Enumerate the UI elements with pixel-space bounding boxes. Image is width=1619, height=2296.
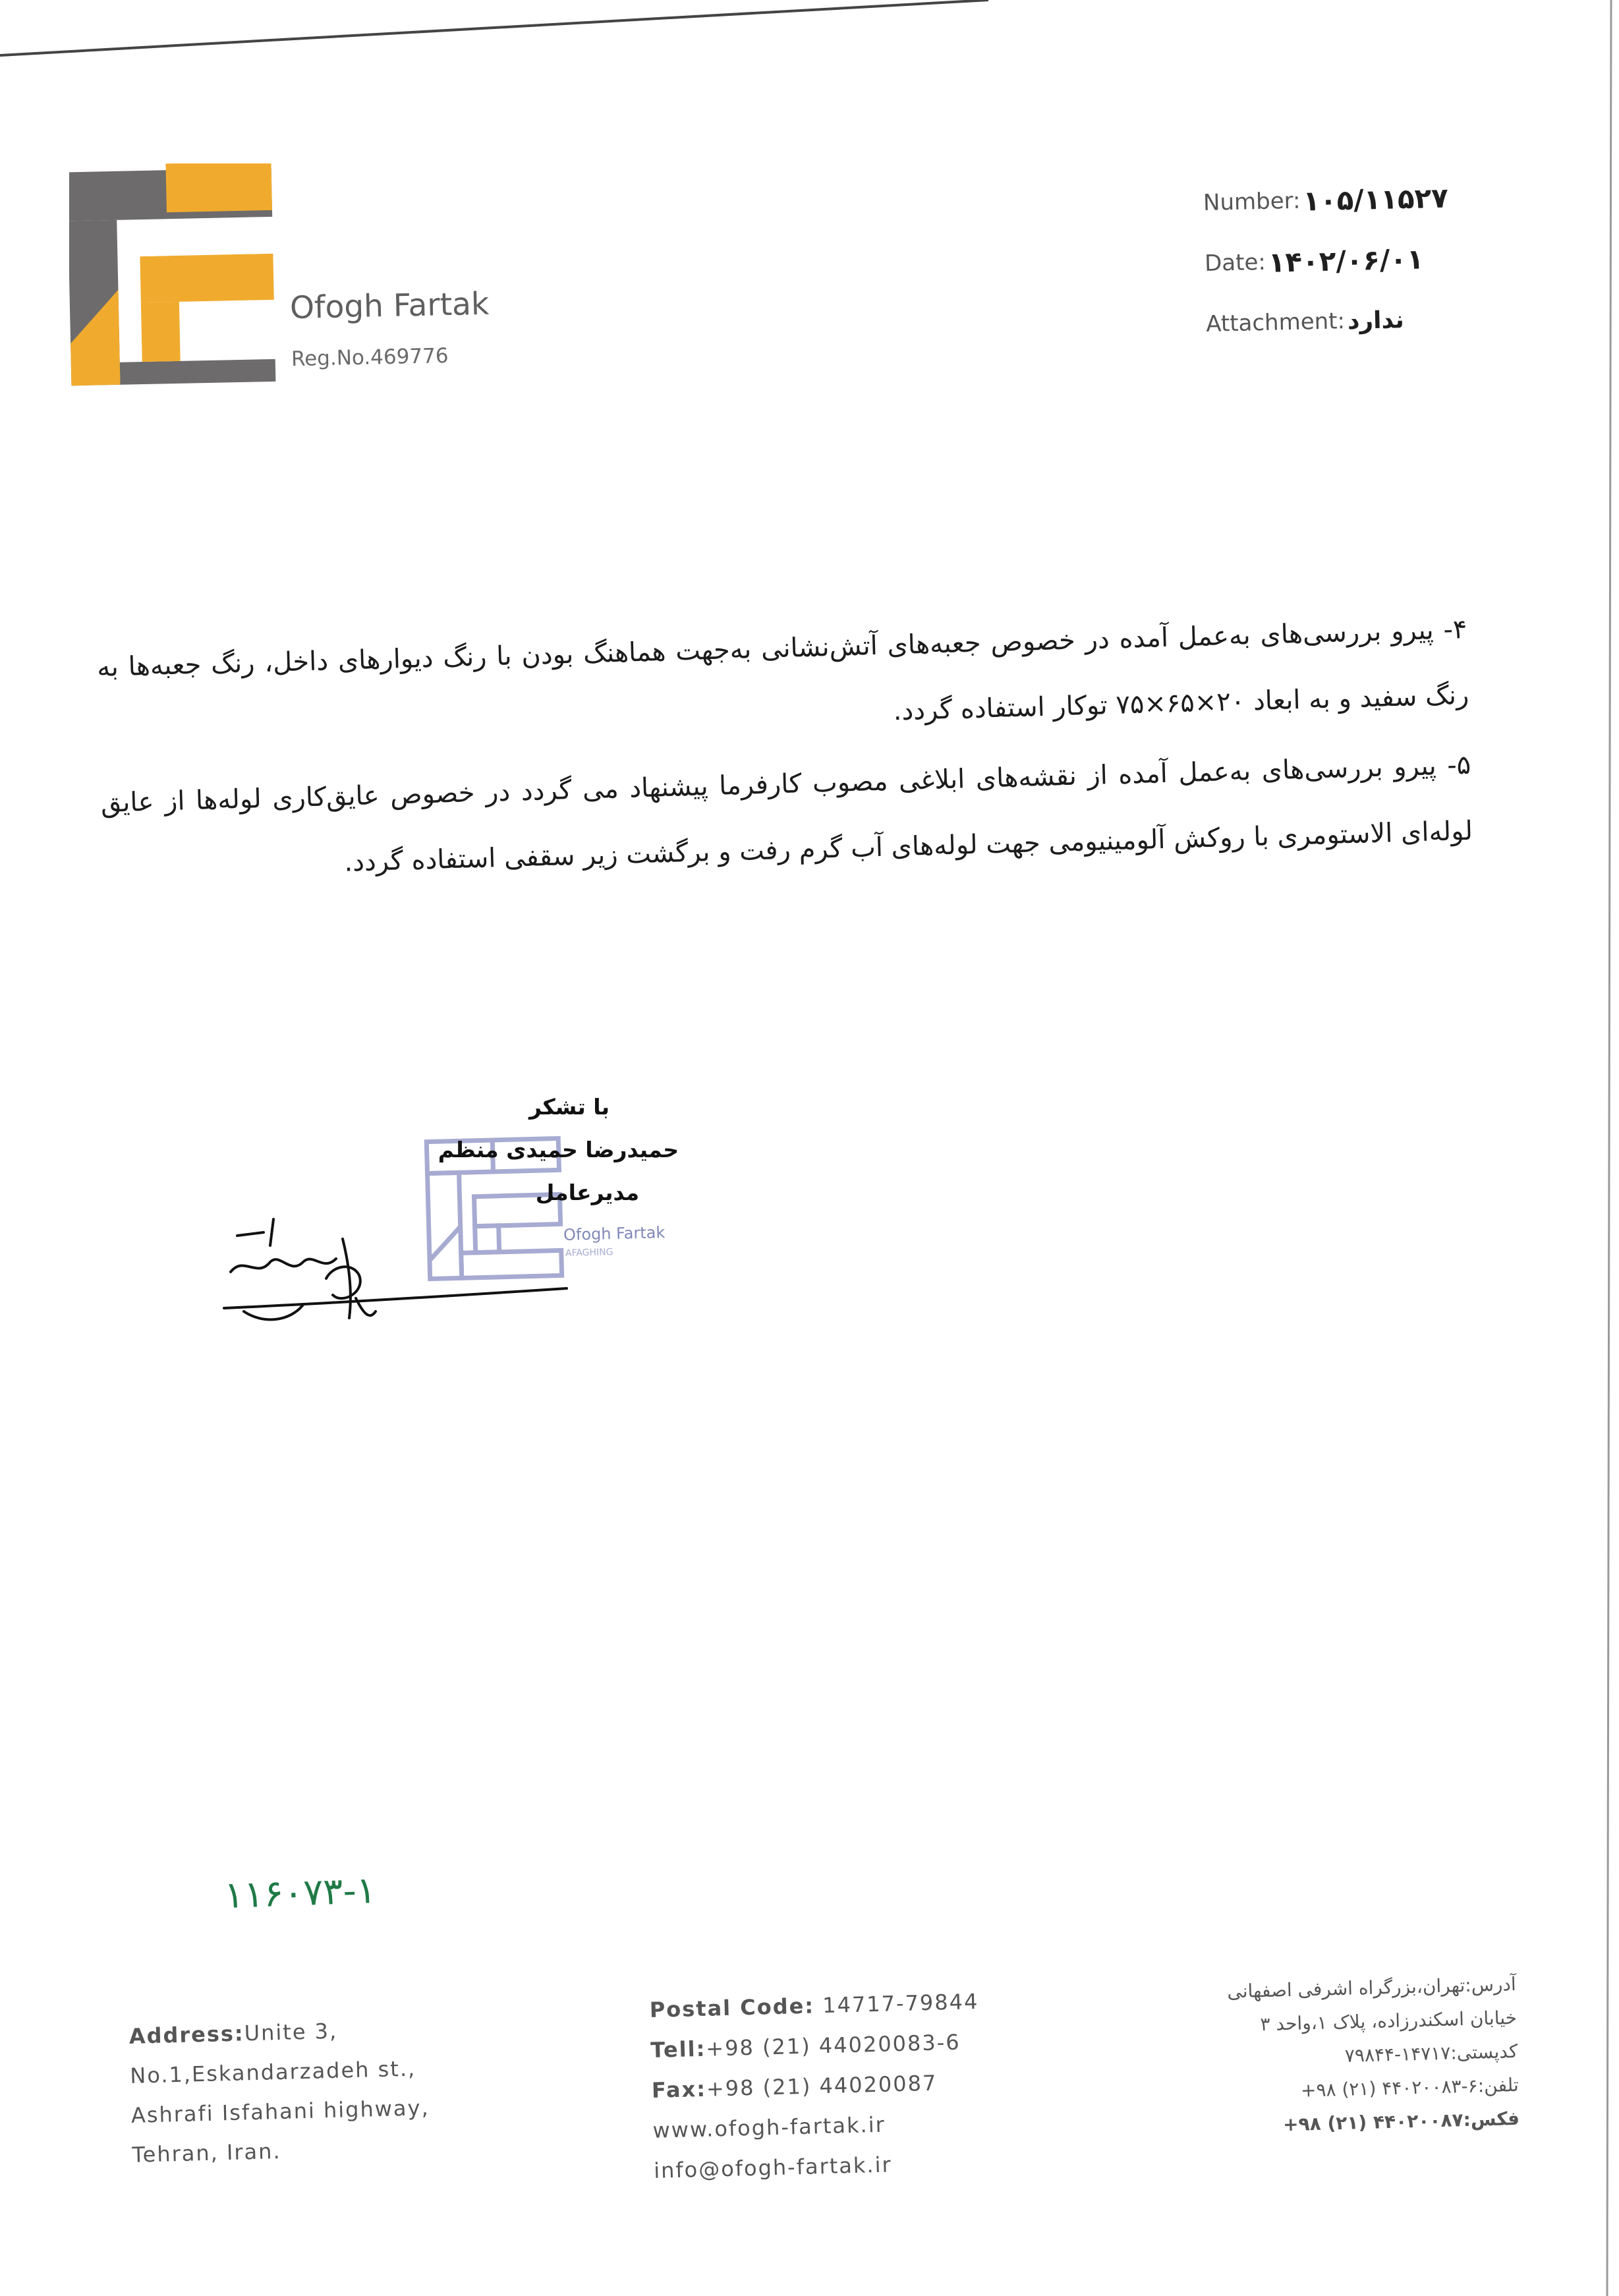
scan-edge-top — [0, 0, 988, 59]
tel-value: +98 (21) 44020083-6 — [705, 2029, 961, 2061]
fax-value: +98 (21) 44020087 — [706, 2070, 938, 2102]
address-label: Address: — [128, 2021, 245, 2049]
address-line-4: Tehran, Iran. — [131, 2138, 282, 2167]
letter-meta — [1203, 165, 1516, 355]
fa-address-line-2: خیابان اسکندرزاده، پلاک ۱،واحد ۳ — [1260, 2006, 1518, 2036]
attachment-value: ندارد — [1347, 306, 1405, 335]
footer-address-fa — [1140, 1967, 1520, 2145]
attachment-row — [1205, 287, 1516, 355]
email-link[interactable]: info@ofogh-fartak.ir — [653, 2152, 893, 2183]
fa-phone-line: تلفن:۶-۴۴۰۲۰۰۸۳ (۲۱) ۹۸+ — [1300, 2073, 1520, 2102]
fa-address-line-1: آدرس:تهران،بزرگراه اشرفی اصفهانی — [1226, 1972, 1517, 2003]
stamp-company-name: Ofogh Fartak — [563, 1222, 666, 1245]
stamp-subtext: AFAGHING — [565, 1247, 613, 1259]
attachment-label: Attachment: — [1205, 308, 1346, 337]
closing-text: با تشکر — [529, 1094, 610, 1120]
date-label: Date: — [1204, 248, 1266, 277]
date-value: ۱۴۰۲/۰۶/۰۱ — [1268, 242, 1425, 279]
website-link[interactable]: www.ofogh-fartak.ir — [652, 2111, 886, 2143]
postal-label: Postal Code: — [649, 1993, 815, 2023]
signer-title: مدیرعامل — [535, 1180, 639, 1205]
registration-number: Reg.No.469776 — [291, 344, 449, 371]
address-line-3: Ashrafi Isfahani highway, — [130, 2095, 430, 2128]
company-name: Ofogh Fartak — [289, 285, 490, 326]
signer-name: حمیدرضا حمیدی منظم — [438, 1137, 679, 1162]
handwritten-signature — [217, 1199, 573, 1331]
letter-body — [96, 596, 1474, 906]
address-line-2: No.1,Eskandarzadeh st., — [129, 2055, 416, 2088]
number-row — [1203, 165, 1514, 233]
address-line-1: Unite 3, — [244, 2018, 338, 2046]
scan-edge-right — [1599, 0, 1619, 2296]
number-value: ۱۰۵/۱۱۵۲۷ — [1302, 181, 1449, 217]
postal-value: 14717-79844 — [814, 1988, 979, 2019]
footer-contact — [649, 1982, 983, 2191]
fa-fax-line: فکس:۴۴۰۲۰۰۸۷ (۲۱) ۹۸+ — [1282, 2107, 1520, 2136]
tel-label: Tell: — [650, 2036, 706, 2063]
fa-postal-line: کدپستی:۱۴۷۱۷-۷۹۸۴۴ — [1344, 2040, 1518, 2067]
paragraph-4: ۴- پیرو بررسی‌های به‌عمل آمده در خصوص جعبه‌های آتش‌نشانی به‌جهت هماهنگ بودن با رنگ دیوارهای داخل، رنگ جعبه‌ها به رنگ سفید و به ابعاد ۲۰×۶۵×۷۵ توکار استفاده گردد. — [96, 614, 1469, 727]
company-logo — [69, 163, 280, 387]
paragraph-5: ۵- پیرو بررسی‌های به‌عمل آمده از نقشه‌های ابلاغی مصوب کارفرما پیشنهاد می گردد در خصوص عایق‌کاری لوله‌ها از عایق لوله‌ای الاستومری با روکش آلومینیومی جهت لوله‌های آب گرم رفت و برگشت زیر سقفی استفاده گردد. — [100, 749, 1473, 878]
handwritten-reference-number: ۱۱۶۰۷۳-۱ — [223, 1868, 377, 1918]
fax-label: Fax: — [651, 2076, 707, 2103]
number-label: Number: — [1203, 187, 1301, 216]
date-row — [1204, 226, 1515, 294]
footer-address-en — [128, 2009, 431, 2175]
